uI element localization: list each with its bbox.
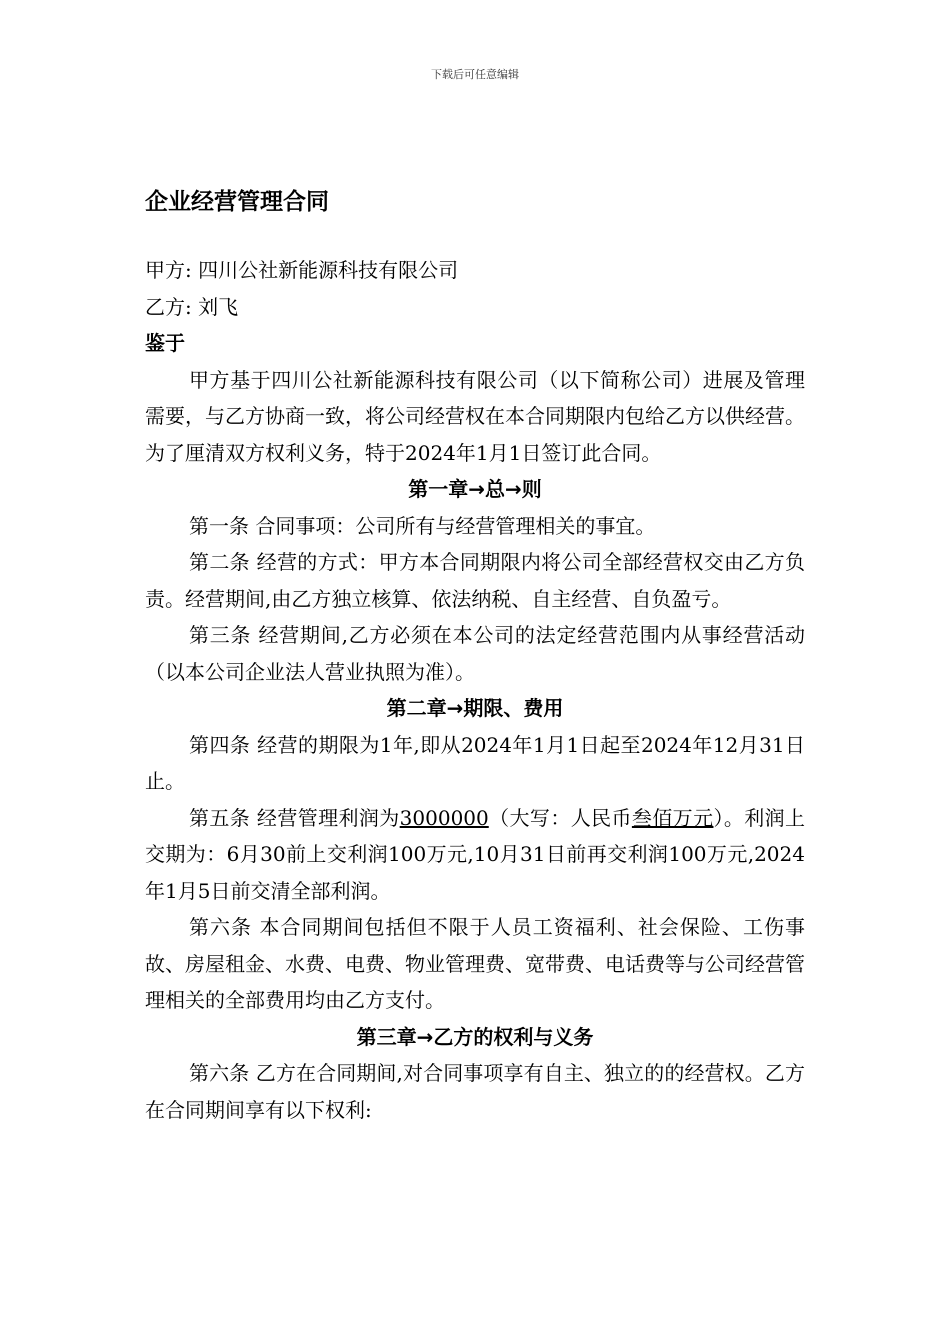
whereas-label: 鉴于 (145, 331, 185, 355)
article-4: 第四条 经营的期限为1年,即从2024年1月1日起至2024年12月31日止。 (145, 732, 805, 793)
article-5 (145, 800, 805, 910)
chapter-2-heading: 第二章→期限、费用 (386, 696, 564, 720)
article-1: 第一条 合同事项：公司所有与经营管理相关的事宜。 (189, 513, 656, 538)
article-6b: 第六条 乙方在合同期间,对合同事项享有自主、独立的的经营权。乙方在合同期间享有以下权利: (145, 1061, 805, 1122)
article-6: 第六条 本合同期间包括但不限于人员工资福利、社会保险、工伤事故、房屋租金、水费、电费、物业管理费、宽带费、电话费等与公司经营管理相关的全部费用均由乙方支付。 (145, 915, 805, 1012)
preamble-paragraph: 甲方基于四川公社新能源科技有限公司（以下简称公司）进展及管理需要，与乙方协商一致，将公司经营权在本合同期限内包给乙方以供经营。为了厘清双方权利义务，特于2024年1月1日签订此合同。 (145, 367, 805, 465)
profit-amount-words: 叁佰万元 (631, 805, 714, 830)
article-3: 第三条 经营期间,乙方必须在本公司的法定经营范围内从事经营活动（以本公司企业法人营业执照为准）。 (145, 623, 805, 684)
chapter-3-heading: 第三章→乙方的权利与义务 (356, 1024, 594, 1049)
article-5-mid: （大写：人民币 (488, 805, 632, 830)
article-2: 第二条 经营的方式：甲方本合同期限内将公司全部经营权交由乙方负责。经营期间,由乙方独立核算、依法纳税、自主经营、自负盈亏。 (145, 550, 805, 611)
document-title: 企业经营管理合同 (145, 189, 329, 215)
article-5-prefix: 第五条 经营管理利润为 (189, 805, 400, 830)
contract-body (145, 252, 805, 1128)
chapter-1-heading: 第一章→总→则 (408, 477, 542, 501)
party-b: 乙方: 刘飞 (145, 294, 239, 319)
article-5-suffix: ）。利润上交期为：6月30前上交利润100万元,10月31日前再交利润100万元,2024年1月5日前交清全部利润。 (145, 805, 806, 903)
party-a: 甲方: 四川公社新能源科技有限公司 (145, 258, 459, 282)
page-header-note: 下载后可任意编辑 (431, 68, 519, 81)
profit-amount: 3000000 (399, 805, 489, 830)
